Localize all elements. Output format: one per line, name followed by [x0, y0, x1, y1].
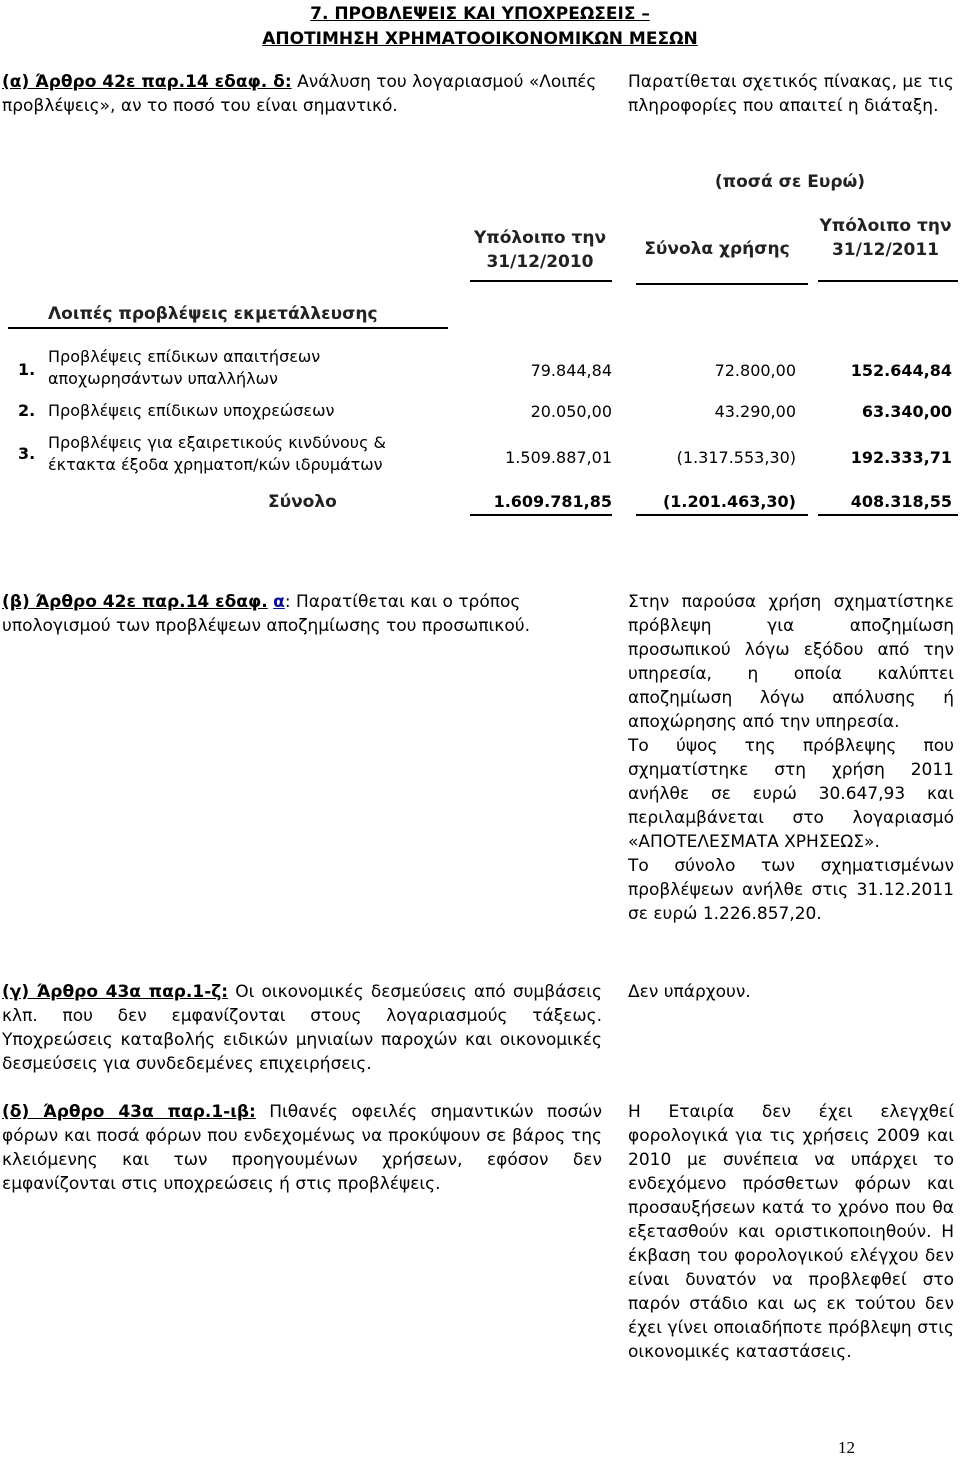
row-label: Προβλέψεις επίδικων υποχρεώσεων	[48, 401, 335, 420]
section-a-ref: (α) Άρθρο 42ε παρ.14 εδαφ. δ:	[2, 72, 292, 92]
section-a-question	[2, 70, 602, 118]
row-label: Προβλέψεις για εξαιρετικούς κινδύνους & έκτακτα έξοδα χρηματοπ/κών ιδρυμάτων	[48, 433, 387, 474]
section-b-answer	[628, 590, 954, 926]
col-header-balance-2010: Υπόλοιπο την 31/12/2010	[473, 228, 607, 272]
section-a-answer: Παρατίθεται σχετικός πίνακας, με τις πληροφορίες που απαιτεί η διάταξη.	[628, 72, 954, 116]
row-label: Προβλέψεις επίδικων απαιτήσεων αποχωρησάντων υπαλλήλων	[48, 347, 321, 388]
total-value-totals: (1.201.463,30)	[662, 492, 796, 511]
section-d-answer: Η Εταιρία δεν έχει ελεγχθεί φορολογικά για τις χρήσεις 2009 και 2010 με συνέπεια να υπάρχει το ενδεχόμενο πρόσθετων φόρων και προσαυξήσεων κατά το χρόνο που θα εξετασθούν και οριστικοποιηθούν. Η έκβαση του φορολογικού ελέγχου δεν είναι δυνατόν να προβλεφθεί στο παρόν στάδιο και ως εκ τούτου δεν έχει γίνει οποιαδήποτε πρόβλεψη στις οικονομικές καταστάσεις.	[628, 1102, 954, 1362]
row-index: 3.	[18, 444, 36, 463]
currency-note: (ποσά σε Ευρώ)	[714, 172, 866, 192]
row-index: 2.	[18, 401, 36, 420]
section-c-question	[2, 980, 602, 1076]
section-d-ref: (δ) Άρθρο 43α παρ.1-ιβ:	[2, 1102, 256, 1122]
section-b-answer-p3: Το σύνολο των σχηματισμένων προβλέψεων ανήλθε στις 31.12.2011 σε ευρώ 1.226.857,20.	[628, 856, 954, 924]
section-a-text: Ανάλυση του λογαριασμού «Λοιπές προβλέψεις», αν το ποσό του είναι σημαντικό.	[2, 72, 597, 116]
section-d-question	[2, 1100, 602, 1196]
total-underline	[470, 514, 612, 516]
col-header-underline	[818, 280, 958, 282]
row-value-2011: 152.644,84	[850, 361, 952, 380]
row-value-totals: 72.800,00	[714, 361, 796, 380]
col-header-underline	[636, 283, 808, 285]
row-value-totals: 43.290,00	[714, 402, 796, 421]
total-value-2011: 408.318,55	[850, 492, 952, 511]
section-d-text: Πιθανές οφειλές σημαντικών ποσών φόρων και ποσά φόρων που ενδεχομένως να προκύψουν σε βάρος της κλειόμενης και των προηγουμένων χρήσεων, εφόσον δεν εμφανίζονται στις υποχρεώσεις ή στις προβλέψεις.	[2, 1102, 603, 1194]
col-header-underline	[470, 280, 612, 282]
row-value-2010: 1.509.887,01	[505, 448, 612, 467]
section-b-answer-p2: Το ύψος της πρόβλεψης που σχηματίστηκε στη χρήση 2011 ανήλθε σε ευρώ 30.647,93 και περιλαμβάνεται στο λογαριασμό «ΑΠΟΤΕΛΕΣΜΑΤΑ ΧΡΗΣΕΩΣ».	[628, 736, 954, 852]
total-value-2010: 1.609.781,85	[493, 492, 612, 511]
row-value-2011: 63.340,00	[861, 402, 952, 421]
section-c-ref: (γ) Άρθρο 43α παρ.1-ζ:	[2, 982, 229, 1002]
section-heading-line2: ΑΠΟΤΙΜΗΣΗ ΧΡΗΜΑΤΟΟΙΚΟΝΟΜΙΚΩΝ ΜΕΣΩΝ	[262, 29, 698, 49]
row-index: 1.	[18, 360, 36, 379]
section-heading	[160, 2, 800, 52]
page-number: 12	[838, 1438, 855, 1457]
section-heading-line1: 7. ΠΡΟΒΛΕΨΕΙΣ ΚΑΙ ΥΠΟΧΡΕΩΣΕΙΣ –	[310, 4, 650, 24]
section-b-question	[2, 590, 602, 638]
section-c-text: Οι οικονομικές δεσμεύσεις από συμβάσεις κλπ. που δεν εμφανίζονται στους λογαριασμούς τάξεως. Υποχρεώσεις καταβολής ειδικών μηνιαίων παροχών και οικονομικές δεσμεύσεις για συνδεδεμένες επιχειρήσεις.	[2, 982, 602, 1074]
row-value-2010: 20.050,00	[530, 402, 612, 421]
row-value-totals: (1.317.553,30)	[676, 448, 796, 467]
col-header-balance-2011: Υπόλοιπο την 31/12/2011	[819, 216, 952, 260]
row-value-2011: 192.333,71	[850, 448, 952, 467]
row-value-2010: 79.844,84	[530, 361, 612, 380]
section-b-ref: (β) Άρθρο 42ε παρ.14 εδαφ.	[2, 592, 268, 612]
section-b-answer-p1: Στην παρούσα χρήση σχηματίστηκε πρόβλεψη για αποζημίωση προσωπικού λόγω εξόδου από την υπηρεσία, η οποία καλύπτει αποζημίωση λόγω απόλυσης ή αποχώρησης από την υπηρεσία.	[628, 592, 954, 732]
col-header-year-totals: Σύνολα χρήσης	[644, 239, 790, 259]
group-label: Λοιπές προβλέψεις εκμετάλλευσης	[48, 304, 378, 324]
section-b-subref: α	[273, 592, 285, 612]
total-underline	[818, 514, 958, 516]
section-b-text: : Παρατίθεται και ο τρόπος υπολογισμού των προβλέψεων αποζημίωσης του προσωπικού.	[2, 592, 530, 636]
section-c-answer: Δεν υπάρχουν.	[628, 982, 751, 1002]
group-label-underline	[8, 327, 448, 329]
total-underline	[636, 514, 808, 516]
total-label: Σύνολο	[268, 492, 337, 512]
